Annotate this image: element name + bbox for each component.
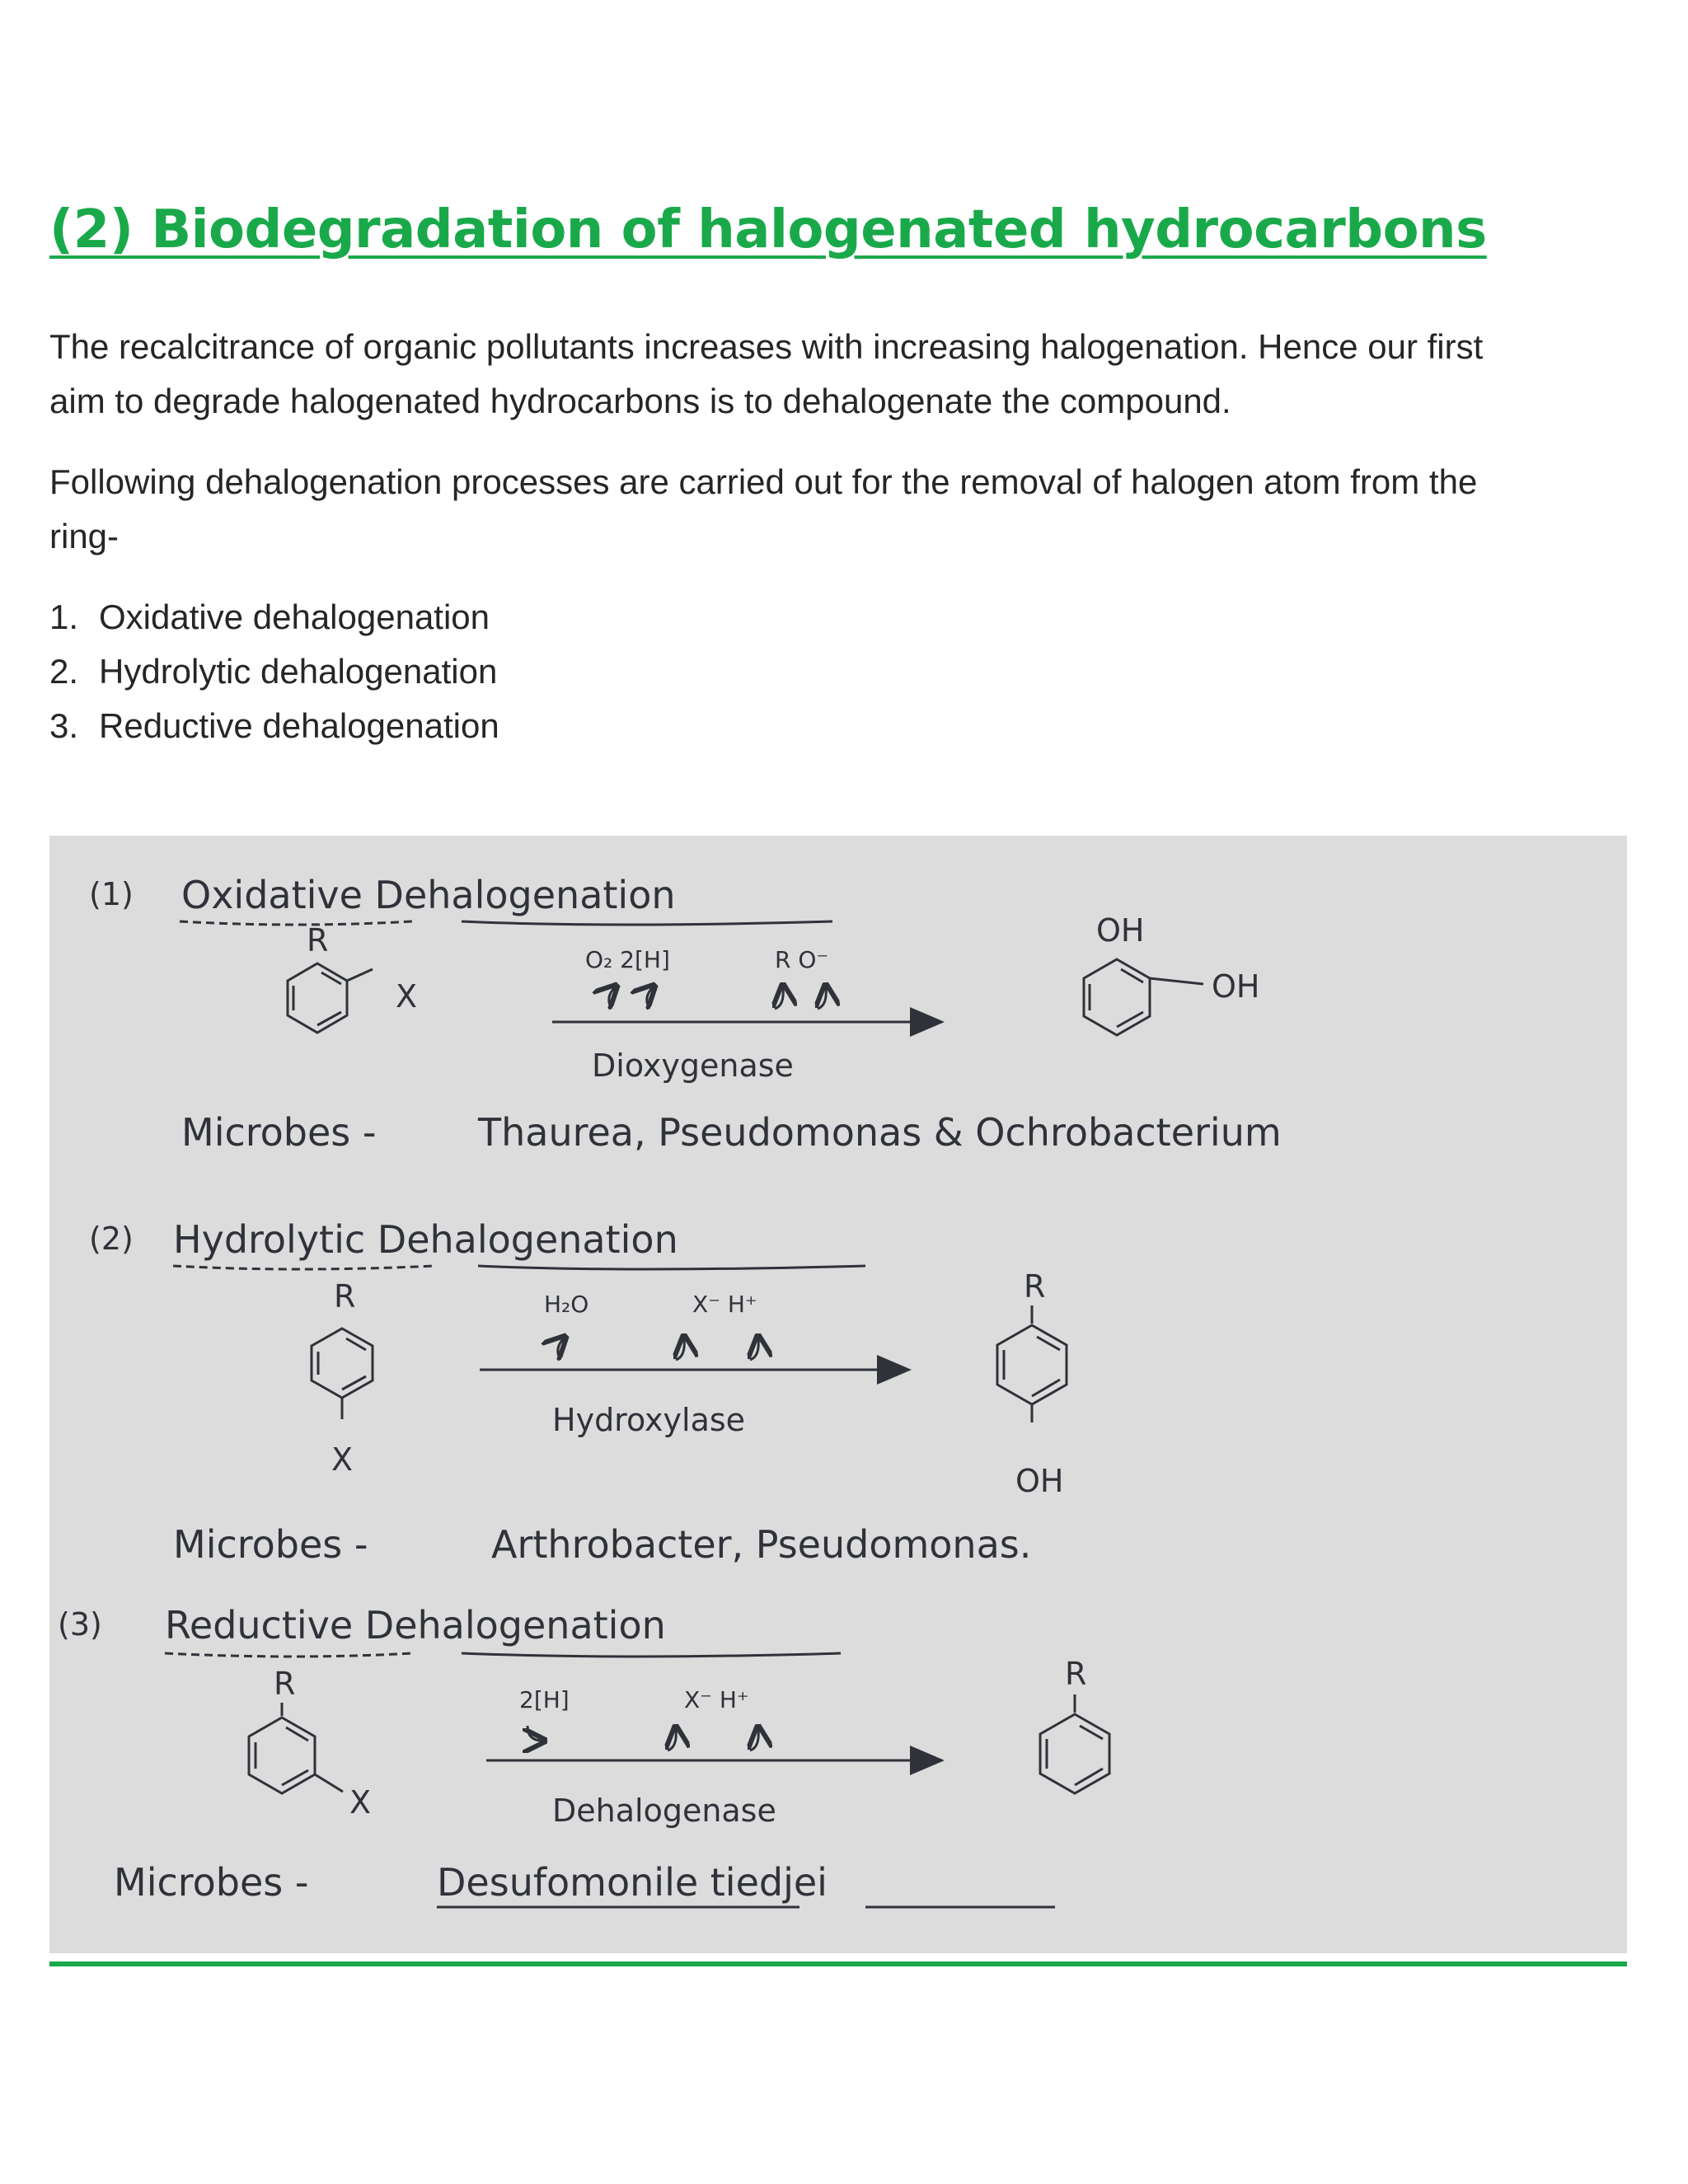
small-arrow [647,987,653,1009]
oxidative-underline-2 [462,921,832,925]
oxidative-enzyme: Dioxygenase [592,1047,794,1084]
hydrolytic-underline-2 [478,1266,865,1269]
reductive-product-r: R [1065,1656,1087,1692]
small-arrow [750,1338,758,1360]
oxidative-product-ring [1084,959,1150,1035]
hydrolytic-microbes: Arthrobacter, Pseudomonas. [491,1522,1032,1567]
small-arrow [528,1726,542,1741]
oxidative-underline-1 [180,921,412,925]
small-arrow [818,987,826,1009]
ring-bond [315,1774,343,1792]
reductive-enzyme: Dehalogenase [552,1793,776,1829]
hydrolytic-substituent-r: R [334,1278,356,1315]
hydrolytic-substituent-x: X [331,1441,354,1478]
ring-double-bond [1075,1769,1103,1785]
hydrolytic-product-ring [997,1325,1067,1404]
oxidative-microbes: Thaurea, Pseudomonas & Ochrobacterium [478,1110,1282,1155]
page-title: (2) Biodegradation of halogenated hydrocarbons [49,199,1487,260]
intro-paragraph: The recalcitrance of organic pollutants increases with increasing halogenation. Hence our first aim to degrade halogenated hydrocarbons is to dehalogenate the compound. [49,327,1484,420]
list-item: 1. Oxidative dehalogenation [49,598,490,636]
oxidative-product-oh-side: OH [1212,968,1260,1005]
hydrolytic-heading: Hydrolytic Dehalogenation [173,1217,678,1262]
process-paragraph: Following dehalogenation processes are carried out for the removal of halogen atom from the ring- [49,462,1478,555]
reductive-microbes-label: Microbes - [114,1860,309,1905]
reductive-reactant-ring [249,1718,315,1793]
reductive-microbes: Desufomonile tiedjei [437,1860,828,1905]
ring-double-bond [317,1012,341,1025]
oxidative-number: (1) [89,876,134,912]
small-arrow [676,1338,684,1360]
reductive-reagents: 2[H] [519,1686,570,1713]
hydrolytic-reagents: H₂O [544,1291,589,1318]
hydrolytic-product-oh: OH [1015,1463,1064,1499]
reductive-heading: Reductive Dehalogenation [165,1603,666,1647]
reductive-number: (3) [58,1606,102,1643]
oxidative-product-oh-top: OH [1096,912,1145,949]
hydrolytic-enzyme: Hydroxylase [552,1402,746,1438]
hydrolytic-number: (2) [89,1221,134,1257]
reductive-substituent-r: R [274,1666,296,1702]
reductive-product-ring [1040,1714,1109,1793]
handwritten-notes-photo [49,836,1627,1953]
oxidative-reagents: O₂ 2[H] [585,946,670,973]
dehalogenation-list [49,590,499,753]
hydrolytic-microbes-label: Microbes - [173,1522,368,1567]
ring-double-bond [282,1770,308,1785]
small-arrow [609,987,615,1009]
ring-bond [347,969,373,981]
small-arrow [750,1729,758,1750]
small-arrow [668,1729,676,1750]
hydrolytic-products: X⁻ H⁺ [692,1291,757,1318]
oxidative-substituent-x: X [396,978,418,1015]
list-item: 3. Reductive dehalogenation [49,706,499,745]
reductive-underline-1 [165,1653,412,1657]
reductive-underline-2 [462,1653,841,1657]
small-arrow [775,987,783,1009]
oxidative-reactant-ring [288,963,347,1033]
hydrolytic-underline-1 [173,1266,434,1269]
bottom-rule [49,1961,1627,1966]
reductive-substituent-x: X [349,1784,372,1821]
ring-bond [1150,978,1203,984]
oxidative-substituent-r: R [307,922,329,958]
list-item: 2. Hydrolytic dehalogenation [49,652,498,691]
ring-double-bond [1032,1380,1060,1396]
reductive-products: X⁻ H⁺ [684,1686,749,1713]
oxidative-products: R O⁻ [775,946,829,973]
small-arrow [558,1338,564,1360]
oxidative-heading: Oxidative Dehalogenation [181,873,676,917]
hydrolytic-product-r: R [1024,1268,1046,1305]
hydrolytic-reactant-ring [312,1329,373,1398]
ring-double-bond [1117,1012,1143,1027]
oxidative-microbes-label: Microbes - [181,1110,377,1155]
notes-drawing [49,836,1627,1953]
